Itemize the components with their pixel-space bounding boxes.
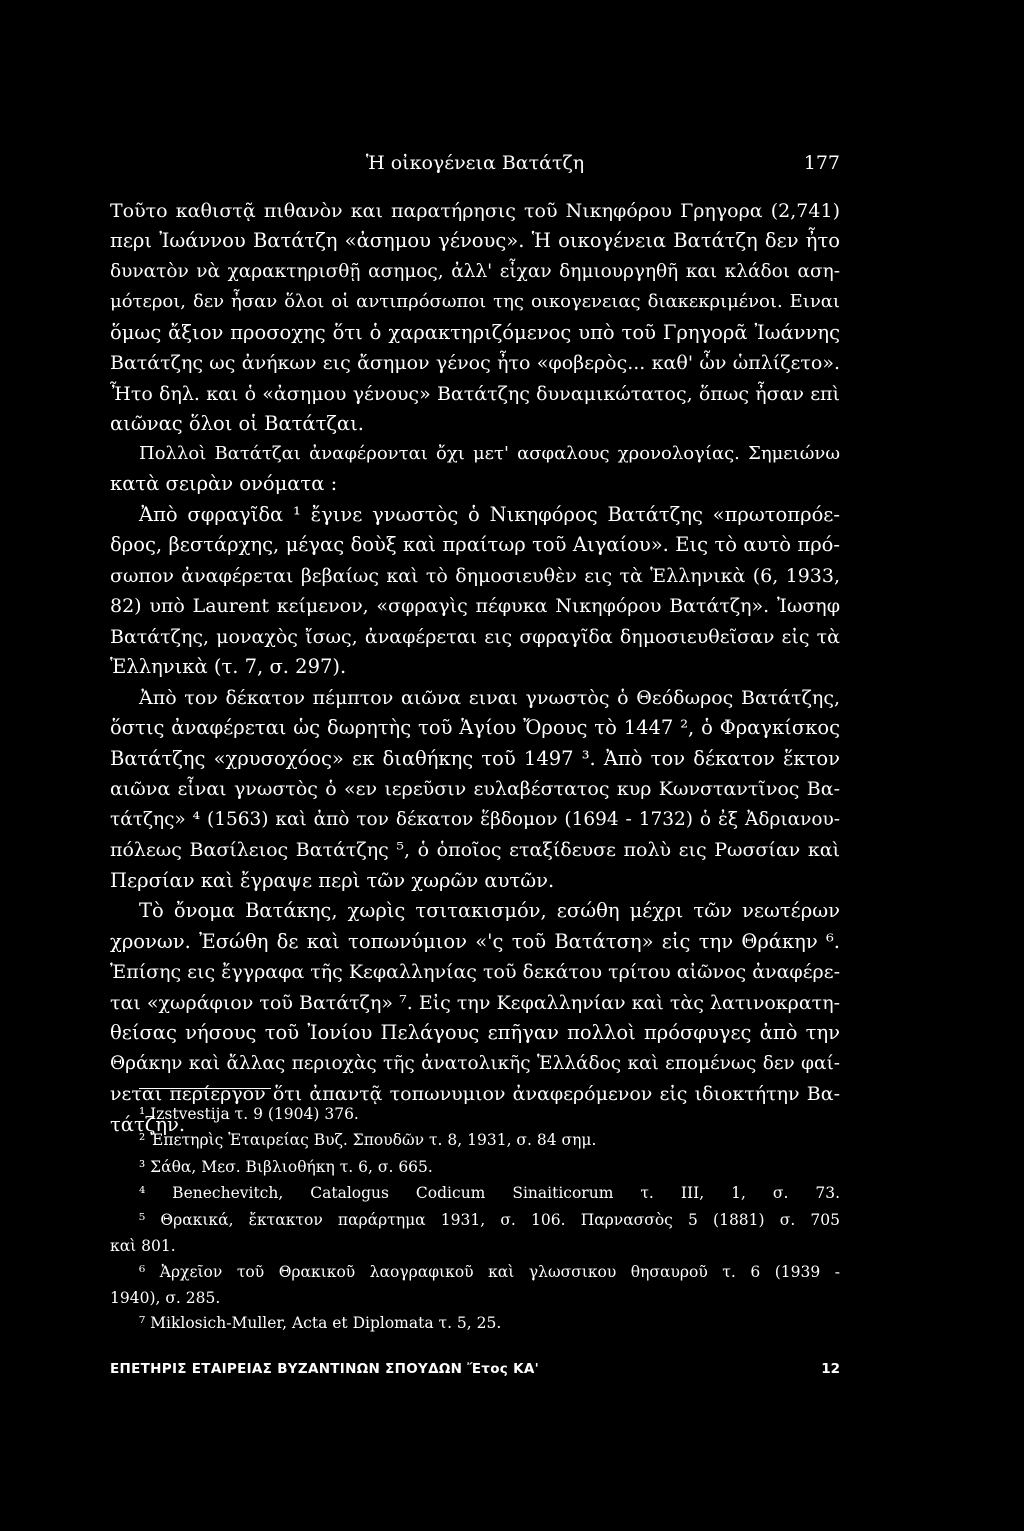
body-line: Θράκην καὶ ἄλλας περιοχὰς τῆς ἀνατολικῆς Ἑλλάδος καὶ επομένως δεν φαί- <box>110 1053 840 1074</box>
body-line: τάτζης» ⁴ (1563) καὶ ἀπὸ τον δέκατον ἕβδομον (1694 - 1732) ὁ ἐξ Ἀδριανου- <box>110 809 840 830</box>
signature-number: 12 <box>821 1361 840 1377</box>
page-number: 177 <box>803 152 840 174</box>
footnote-line: ⁵ Θρακικά, ἔκτακτον παράρτημα 1931, σ. 106. Παρνασσὸς 5 (1881) σ. 705 <box>139 1211 840 1229</box>
footnote-divider <box>139 1088 271 1089</box>
body-line: ται «χωράφιον τοῦ Βατάτζη» ⁷. Εἰς την Κεφαλληνίαν καὶ τὰς λατινοκρατη- <box>110 992 840 1014</box>
body-line: ὅστις ἀναφέρεται ὡς δωρητὴς τοῦ Ἁγίου Ὄρους τὸ 1447 ², ὁ Φραγκίσκος <box>110 716 840 739</box>
body-line: τάτζην. <box>110 1113 186 1136</box>
running-title: Ἡ οἰκογένεια Βατάτζη <box>365 152 585 174</box>
body-line: δυνατὸν νὰ χαρακτηρισθῇ ασημος, ἀλλ' εἶχαν δημιουργηθῆ και κλάδοι αση- <box>110 261 840 282</box>
body-line: Τοῦτο καθιστᾷ πιθανὸν και παρατήρησις τοῦ Νικηφόρου Γρηγορα (2,741) <box>110 200 840 222</box>
body-line: Βατάτζης ως ἀνήκων εις ἄσημον γένος ἦτο «φοβερὸς... καθ' ὧν ὡπλίζετο». <box>110 352 840 374</box>
body-line: περι Ἰωάννου Βατάτζη «ἀσημου γένους». Ἡ οικογένεια Βατάτζη δεν ἦτο <box>110 229 840 252</box>
body-line: Ἀπὸ τον δέκατον πέμπτον αιῶνα ειναι γνωστὸς ὁ Θεόδωρος Βατάτζης, <box>139 687 840 709</box>
body-line: Ἀπὸ σφραγῖδα ¹ ἔγινε γνωστὸς ὁ Νικηφόρος Βατάτζης «πρωτοπρόε- <box>139 503 840 526</box>
footnote-line: καὶ 801. <box>110 1237 176 1255</box>
footnote-line: ⁶ Ἀρχεῖον τοῦ Θρακικοῦ λαογραφικοῦ καὶ γλωσσικου θησαυροῦ τ. 6 (1939 - <box>139 1263 840 1281</box>
footnote-line: 1940), σ. 285. <box>110 1289 221 1307</box>
body-line: Περσίαν καὶ ἔγραψε περὶ τῶν χωρῶν αυτῶν. <box>110 869 555 892</box>
body-line: ὅμως ἄξιον προσοχης ὅτι ὁ χαρακτηριζόμενος υπὸ τοῦ Γρηγορᾶ Ἰωάννης <box>110 321 840 344</box>
body-line: Βατάτζης, μοναχὸς ἴσως, ἀναφέρεται εις σφραγῖδα δημοσιευθεῖσαν εἰς τὰ <box>110 626 840 648</box>
body-line: θείσας νήσους τοῦ Ἰονίου Πελάγους επῆγαν πολλοὶ πρόσφυγες ἀπὸ την <box>110 1021 840 1044</box>
body-line: νεται περίεργον ὅτι ἀπαντᾷ τοπωνυμιον ἀναφερόμενον εἰς ιδιοκτήτην Βα- <box>110 1083 840 1105</box>
body-line: Βατάτζης «χρυσοχόος» εκ διαθήκης τοῦ 1497 ³. Ἀπὸ τον δέκατον ἕκτον <box>110 747 840 770</box>
footnote-line: ⁴ Benechevitch, Catalogus Codicum Sinaiticorum τ. III, 1, σ. 73. <box>139 1184 840 1202</box>
footnote-line: ³ Σάθα, Μεσ. Βιβλιοθήκη τ. 6, σ. 665. <box>139 1158 433 1176</box>
body-line: δρος, βεστάρχης, μέγας δοὺξ καὶ πραίτωρ τοῦ Αιγαίου». Εις τὸ αυτὸ πρό- <box>110 533 840 556</box>
body-line: κατὰ σειρὰν ονόματα : <box>110 472 338 495</box>
body-line: χρονων. Ἐσώθη δε καὶ τοπωνύμιον «'ς τοῦ Βατάτση» εἰς την Θράκην ⁶. <box>110 930 840 953</box>
footnote-line: ² Ἐπετηρὶς Ἑταιρείας Βυζ. Σπουδῶν τ. 8, 1931, σ. 84 σημ. <box>139 1131 597 1149</box>
journal-title: ΕΠΕΤΗΡΙΣ ΕΤΑΙΡΕΙΑΣ ΒΥΖΑΝΤΙΝΩΝ ΣΠΟΥΔΩΝ Ἔτος ΚΑ' <box>110 1361 540 1377</box>
body-line: Τὸ ὄνομα Βατάκης, χωρὶς τσιτακισμόν, εσώθη μέχρι τῶν νεωτέρων <box>139 899 840 922</box>
page-footer <box>110 1361 840 1383</box>
running-header <box>110 152 840 178</box>
body-line: σωπον ἀναφέρεται βεβαίως καὶ τὸ δημοσιευθὲν εις τὰ Ἑλληνικὰ (6, 1933, <box>110 565 840 587</box>
body-line: μότεροι, δεν ἦσαν ὅλοι οἱ αντιπρόσωποι της οικογενειας διακεκριμένοι. Ειναι <box>110 291 840 312</box>
body-line: 82) υπὸ Laurent κείμενον, «σφραγὶς πέφυκα Νικηφόρου Βατάτζη». Ἰωσηφ <box>110 595 840 617</box>
body-line: Ἑλληνικὰ (τ. 7, σ. 297). <box>110 655 347 678</box>
footnote-line: ¹ Izstvestija τ. 9 (1904) 376. <box>139 1105 359 1123</box>
body-line: Ἦτο δηλ. και ὁ «ἀσημου γένους» Βατάτζης δυναμικώτατος, ὅπως ἦσαν επὶ <box>110 383 840 405</box>
body-line: πόλεως Βασίλειος Βατάτζης ⁵, ὁ ὁποῖος εταξίδευσε πολὺ εις Ρωσσίαν καὶ <box>110 839 840 861</box>
body-line: Ἐπίσης εις ἔγγραφα τῆς Κεφαλληνίας τοῦ δεκάτου τρίτου αἰῶνος ἀναφέρε- <box>110 961 840 983</box>
body-line: αιῶνας ὅλοι οἱ Βατάτζαι. <box>110 412 364 435</box>
footnote-line: ⁷ Miklosich-Muller, Acta et Diplomata τ. 5, 25. <box>139 1314 502 1332</box>
body-line: Πολλοὶ Βατάτζαι ἀναφέρονται ὄχι μετ' ασφαλους χρονολογίας. Σημειώνω <box>139 443 840 464</box>
body-line: αιῶνα εἶναι γνωστὸς ὁ «εν ιερεῦσιν ευλαβέστατος κυρ Κωνσταντῖνος Βα- <box>110 778 840 800</box>
